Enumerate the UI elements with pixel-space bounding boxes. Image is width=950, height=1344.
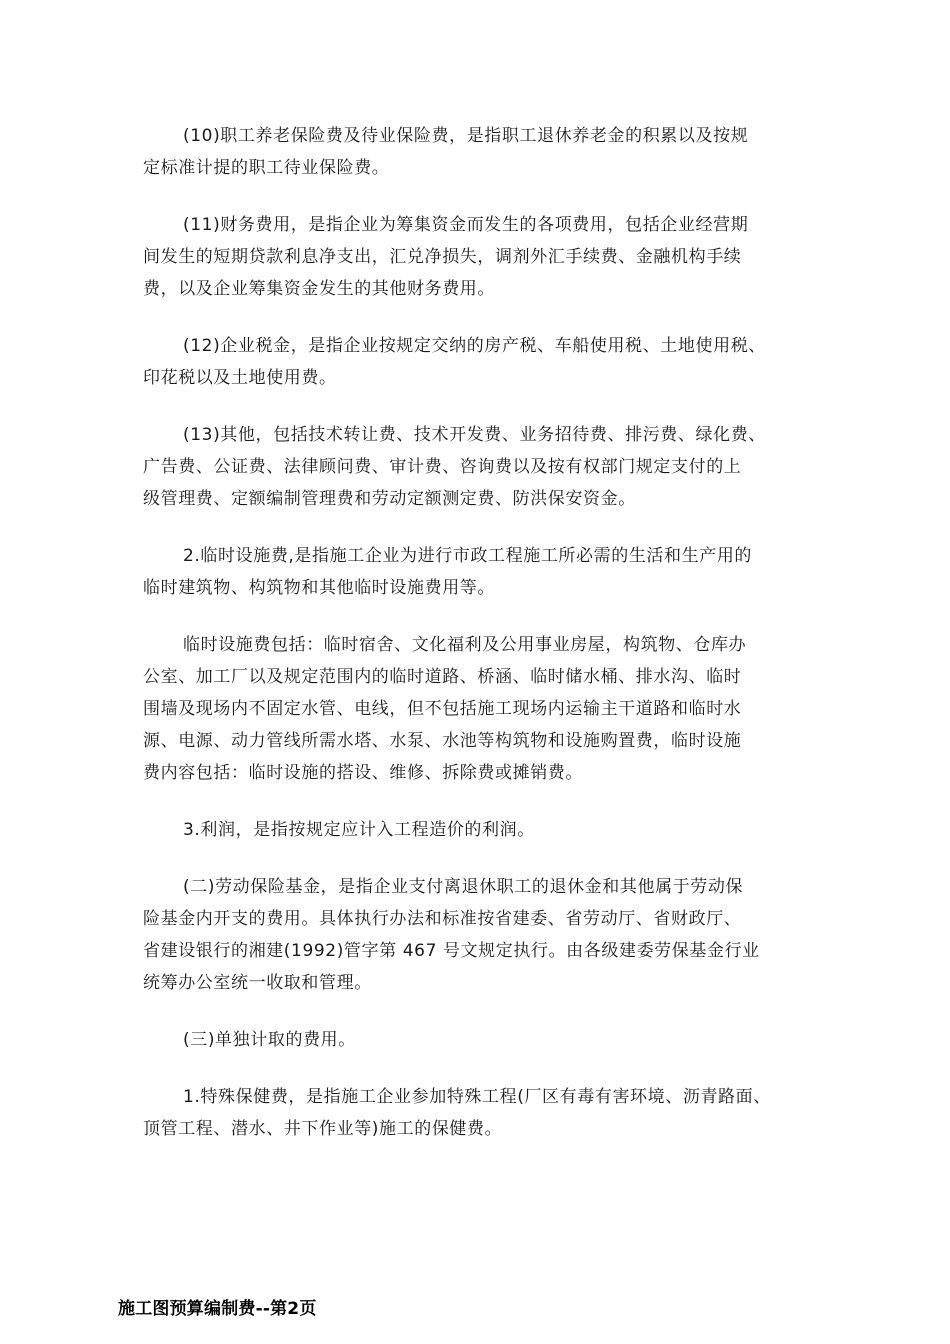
paragraph-11-financial-costs [143, 209, 813, 305]
paragraph-line: 险基金内开支的费用。具体执行办法和标准按省建委、省劳动厅、省财政厅、 [143, 909, 742, 929]
paragraph-separately-charged-fees [143, 1024, 813, 1056]
paragraph-line: (三)单独计取的费用。 [183, 1030, 356, 1050]
paragraph-1-special-health-fee [143, 1081, 813, 1145]
paragraph-labor-insurance-fund [143, 871, 813, 999]
paragraph-line: 围墙及现场内不固定水管、电线，但不包括施工现场内运输主干道路和临时水 [143, 699, 742, 719]
paragraph-temporary-facilities-detail [143, 629, 813, 789]
paragraph-line: 1.特殊保健费，是指施工企业参加特殊工程(厂区有毒有害环境、沥青路面、 [183, 1087, 771, 1107]
paragraph-line: 省建设银行的湘建(1992)管字第 467 号文规定执行。由各级建委劳保基金行业 [143, 941, 760, 961]
paragraph-line: 定标准计提的职工待业保险费。 [143, 158, 390, 178]
paragraph-line: 费内容包括：临时设施的搭设、维修、拆除费或摊销费。 [143, 763, 583, 783]
paragraph-line: 3.利润，是指按规定应计入工程造价的利润。 [183, 820, 535, 840]
paragraph-line: 源、电源、动力管线所需水塔、水泵、水池等构筑物和设施购置费，临时设施 [143, 731, 742, 751]
paragraph-line: 广告费、公证费、法律顾问费、审计费、咨询费以及按有权部门规定支付的上 [143, 457, 742, 477]
paragraph-10-pension-insurance [143, 120, 813, 184]
page-footer: 施工图预算编制费--第2页 [118, 1299, 317, 1319]
paragraph-line: (13)其他，包括技术转让费、技术开发费、业务招待费、排污费、绿化费、 [183, 425, 766, 445]
paragraph-line: 印花税以及土地使用费。 [143, 368, 337, 388]
paragraph-line: 公室、加工厂以及规定范围内的临时道路、桥涵、临时储水桶、排水沟、临时 [143, 667, 742, 687]
paragraph-line: 级管理费、定额编制管理费和劳动定额测定费、防洪保安资金。 [143, 489, 636, 509]
paragraph-line: (二)劳动保险基金，是指企业支付离退休职工的退休金和其他属于劳动保 [183, 877, 744, 897]
paragraph-2-temporary-facilities [143, 540, 813, 604]
paragraph-line: (11)财务费用，是指企业为筹集资金而发生的各项费用，包括企业经营期 [183, 215, 749, 235]
paragraph-line: 2.临时设施费,是指施工企业为进行市政工程施工所必需的生活和生产用的 [183, 546, 753, 566]
paragraph-line: 临时设施费包括：临时宿舍、文化福利及公用事业房屋，构筑物、仓库办 [183, 635, 747, 655]
paragraph-line: 顶管工程、潜水、井下作业等)施工的保健费。 [143, 1119, 503, 1139]
paragraph-line: 费，以及企业筹集资金发生的其他财务费用。 [143, 279, 495, 299]
paragraph-13-other-costs [143, 419, 813, 515]
paragraph-line: 统筹办公室统一收取和管理。 [143, 973, 372, 993]
paragraph-line: (12)企业税金，是指企业按规定交纳的房产税、车船使用税、土地使用税、 [183, 336, 766, 356]
paragraph-3-profit [143, 814, 813, 846]
document-body [143, 120, 813, 1170]
paragraph-line: 间发生的短期贷款利息净支出，汇兑净损失，调剂外汇手续费、金融机构手续 [143, 247, 742, 267]
paragraph-12-enterprise-taxes [143, 330, 813, 394]
paragraph-line: 临时建筑物、构筑物和其他临时设施费用等。 [143, 578, 495, 598]
paragraph-line: (10)职工养老保险费及待业保险费，是指职工退休养老金的积累以及按规 [183, 126, 749, 146]
